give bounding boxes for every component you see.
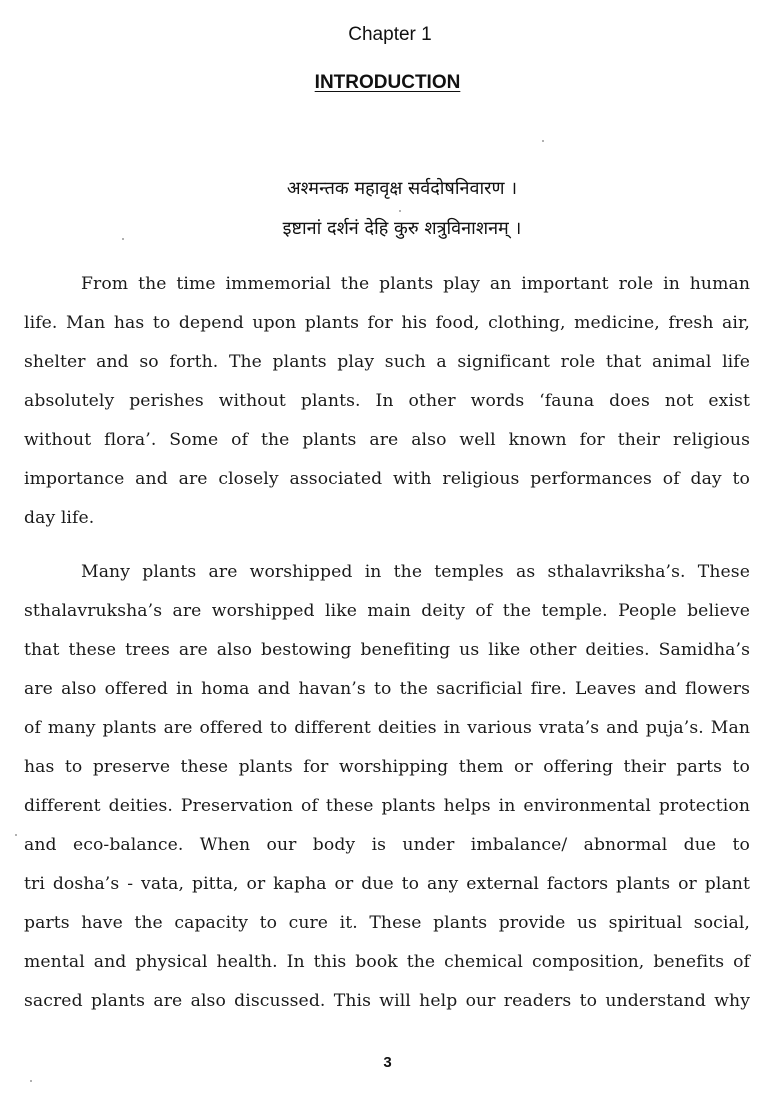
paragraph-2 xyxy=(24,553,750,1021)
scan-speck xyxy=(399,210,401,212)
text-line: absolutely perishes without plants. In other words ‘fauna does not exist xyxy=(24,391,750,411)
text-line: without flora’. Some of the plants are also well known for their religious xyxy=(24,430,750,450)
scan-speck xyxy=(122,238,124,240)
text-line: different deities. Preservation of these plants helps in environmental protection xyxy=(24,796,750,816)
paragraph-1 xyxy=(24,265,750,538)
sanskrit-verse-line-1: अश्मन्तक महावृक्ष सर्वदोषनिवारण । xyxy=(286,178,518,199)
text-line: of many plants are offered to different deities in various vrata’s and puja’s. Man xyxy=(24,718,750,738)
text-line: and eco-balance. When our body is under imbalance/ abnormal due to xyxy=(24,835,750,855)
text-line: tri dosha’s - vata, pitta, or kapha or due to any external factors plants or plant xyxy=(24,874,750,894)
text-line: that these trees are also bestowing benefiting us like other deities. Samidha’s xyxy=(24,640,750,660)
sanskrit-verse-line-2: इष्टानां दर्शनं देहि कुरु शत्रुविनाशनम् । xyxy=(282,218,522,239)
text-line: day life. xyxy=(24,508,95,528)
text-line: mental and physical health. In this book the chemical composition, benefits of xyxy=(24,952,750,972)
text-line: shelter and so forth. The plants play such a significant role that animal life xyxy=(24,352,750,372)
scan-speck xyxy=(542,140,544,142)
text-line: sthalavruksha’s are worshipped like main deity of the temple. People believe xyxy=(24,601,750,621)
text-line: importance and are closely associated with religious performances of day to xyxy=(24,469,750,489)
chapter-title: INTRODUCTION xyxy=(314,72,461,93)
scan-speck xyxy=(15,834,17,836)
text-line: are also offered in homa and havan’s to the sacrificial fire. Leaves and flowers xyxy=(24,679,750,699)
text-line: sacred plants are also discussed. This will help our readers to understand why xyxy=(24,991,750,1011)
page-number: 3 xyxy=(383,1054,392,1071)
text-line: has to preserve these plants for worshipping them or offering their parts to xyxy=(24,757,750,777)
chapter-label: Chapter 1 xyxy=(348,24,432,45)
text-line: life. Man has to depend upon plants for his food, clothing, medicine, fresh air, xyxy=(24,313,750,333)
text-line: Many plants are worshipped in the temples as sthalavriksha’s. These xyxy=(81,562,750,582)
text-line: From the time immemorial the plants play an important role in human xyxy=(81,274,750,294)
scan-speck xyxy=(30,1080,32,1082)
text-line: parts have the capacity to cure it. These plants provide us spiritual social, xyxy=(24,913,750,933)
